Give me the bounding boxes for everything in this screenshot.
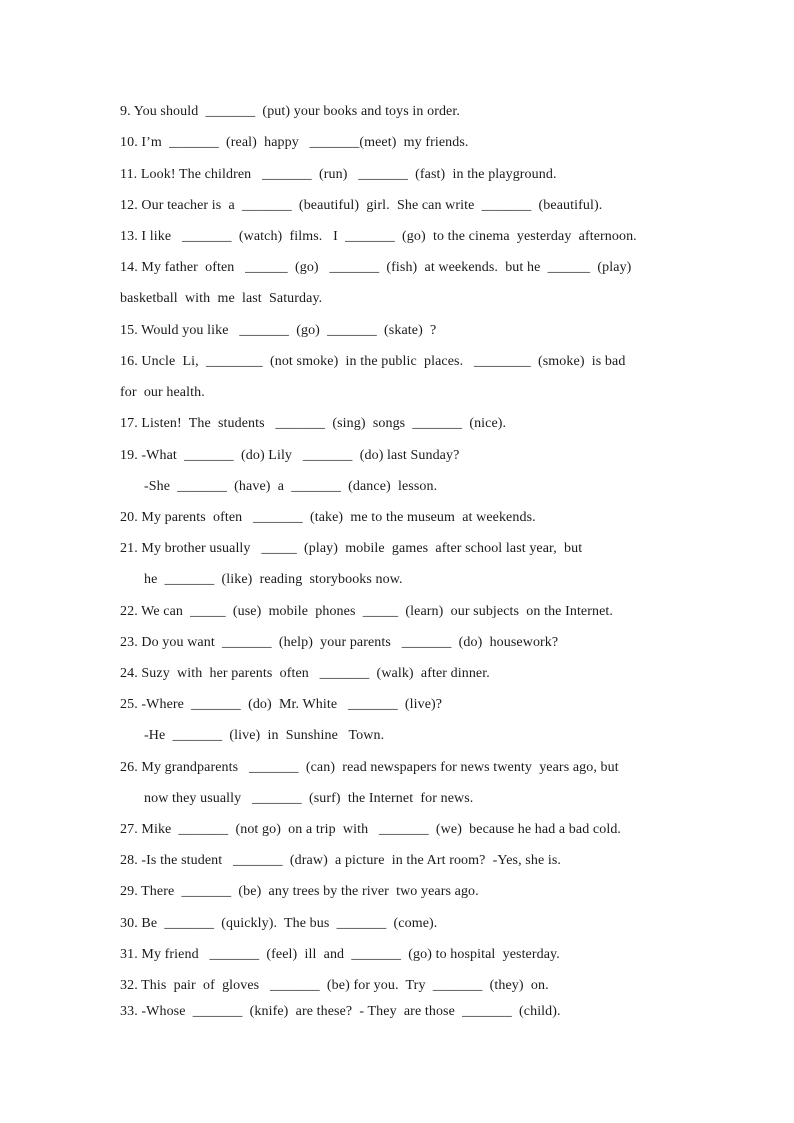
exercise-line-30: 30. Be _______ (quickly). The bus _______ (come). [120, 916, 438, 931]
exercise-line-26: 26. My grandparents _______ (can) read newspapers for news twenty years ago, but [120, 760, 619, 775]
exercise-line-29: 29. There _______ (be) any trees by the river two years ago. [120, 884, 479, 899]
exercise-line-27: 27. Mike _______ (not go) on a trip with _______ (we) because he had a bad cold. [120, 822, 622, 837]
exercise-line-14: 14. My father often ______ (go) _______ (fish) at weekends. but he ______ (play) [120, 260, 632, 275]
exercise-line-25: 25. -Where _______ (do) Mr. White _______ (live)? [120, 697, 443, 712]
exercise-line-28: 28. -Is the student _______ (draw) a picture in the Art room? -Yes, she is. [120, 853, 561, 868]
exercise-line-16: 16. Uncle Li, ________ (not smoke) in the public places. ________ (smoke) is bad [120, 354, 626, 369]
exercise-line-13: 13. I like _______ (watch) films. I _______ (go) to the cinema yesterday afternoon. [120, 229, 637, 244]
exercise-line-23: 23. Do you want _______ (help) your parents _______ (do) housework? [120, 635, 559, 650]
exercise-line-10: 10. I’m _______ (real) happy _______(meet) my friends. [120, 135, 469, 150]
exercise-line-16-cont: for our health. [120, 385, 205, 400]
exercise-line-19-cont: -She _______ (have) a _______ (dance) lesson. [144, 479, 438, 494]
exercise-line-21: 21. My brother usually _____ (play) mobile games after school last year, but [120, 541, 583, 556]
exercise-line-25-cont: -He _______ (live) in Sunshine Town. [144, 728, 385, 743]
exercise-line-20: 20. My parents often _______ (take) me to the museum at weekends. [120, 510, 536, 525]
exercise-line-17: 17. Listen! The students _______ (sing) songs _______ (nice). [120, 416, 507, 431]
exercise-line-19: 19. -What _______ (do) Lily _______ (do) last Sunday? [120, 448, 460, 463]
exercise-line-9: 9. You should _______ (put) your books and toys in order. [120, 104, 460, 119]
exercise-line-26-cont: now they usually _______ (surf) the Internet for news. [144, 791, 474, 806]
exercise-line-14-cont: basketball with me last Saturday. [120, 291, 323, 306]
exercise-line-33: 33. -Whose _______ (knife) are these? - They are those _______ (child). [120, 1004, 561, 1019]
exercise-line-11: 11. Look! The children _______ (run) _______ (fast) in the playground. [120, 167, 557, 182]
exercise-line-24: 24. Suzy with her parents often _______ (walk) after dinner. [120, 666, 490, 681]
exercise-line-12: 12. Our teacher is a _______ (beautiful) girl. She can write _______ (beautiful). [120, 198, 603, 213]
exercise-line-32: 32. This pair of gloves _______ (be) for you. Try _______ (they) on. [120, 978, 549, 993]
exercise-line-31: 31. My friend _______ (feel) ill and _______ (go) to hospital yesterday. [120, 947, 560, 962]
exercise-line-15: 15. Would you like _______ (go) _______ (skate) ? [120, 323, 437, 338]
exercise-line-22: 22. We can _____ (use) mobile phones _____ (learn) our subjects on the Internet. [120, 604, 614, 619]
exercise-line-21-cont: he _______ (like) reading storybooks now. [144, 572, 403, 587]
